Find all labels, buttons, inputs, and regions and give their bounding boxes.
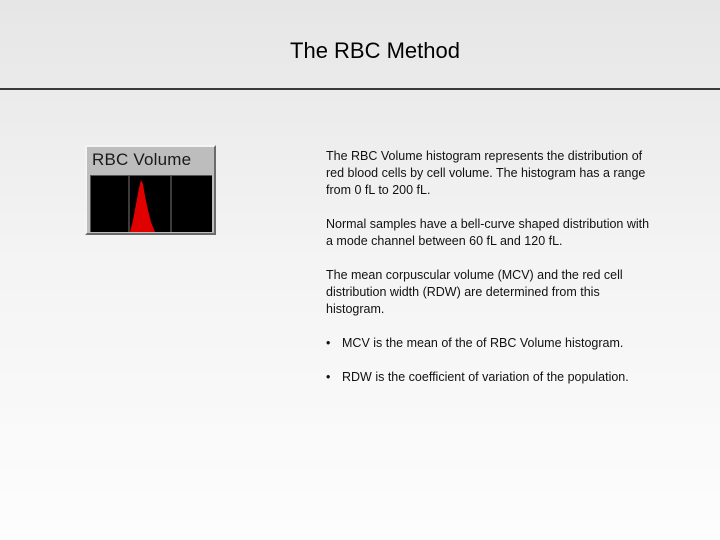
- bullet-marker: •: [326, 370, 331, 384]
- paragraph: The RBC Volume histogram represents the distribution of red blood cells by cell volume. The histogram has a range from 0 fL to 200 fL.: [326, 149, 646, 197]
- description-text: [326, 148, 656, 403]
- bullet-item: [326, 369, 656, 386]
- bullet-item: [326, 335, 656, 352]
- bullet-text: RDW is the coefficient of variation of the population.: [342, 370, 629, 384]
- histogram-svg: [91, 176, 212, 232]
- histogram-plot: [90, 175, 212, 232]
- rbc-volume-histogram-widget: [85, 145, 216, 235]
- slide-title: The RBC Method: [290, 38, 460, 63]
- title-divider: [0, 88, 720, 90]
- histogram-curve: [130, 180, 155, 232]
- bullet-marker: •: [326, 336, 331, 350]
- bullet-text: MCV is the mean of the of RBC Volume histogram.: [342, 336, 624, 350]
- paragraph: The mean corpuscular volume (MCV) and the red cell distribution width (RDW) are determined from this histogram.: [326, 268, 623, 316]
- widget-label: RBC Volume: [92, 150, 192, 169]
- paragraph: Normal samples have a bell-curve shaped distribution with a mode channel between 60 fL and 120 fL.: [326, 217, 650, 248]
